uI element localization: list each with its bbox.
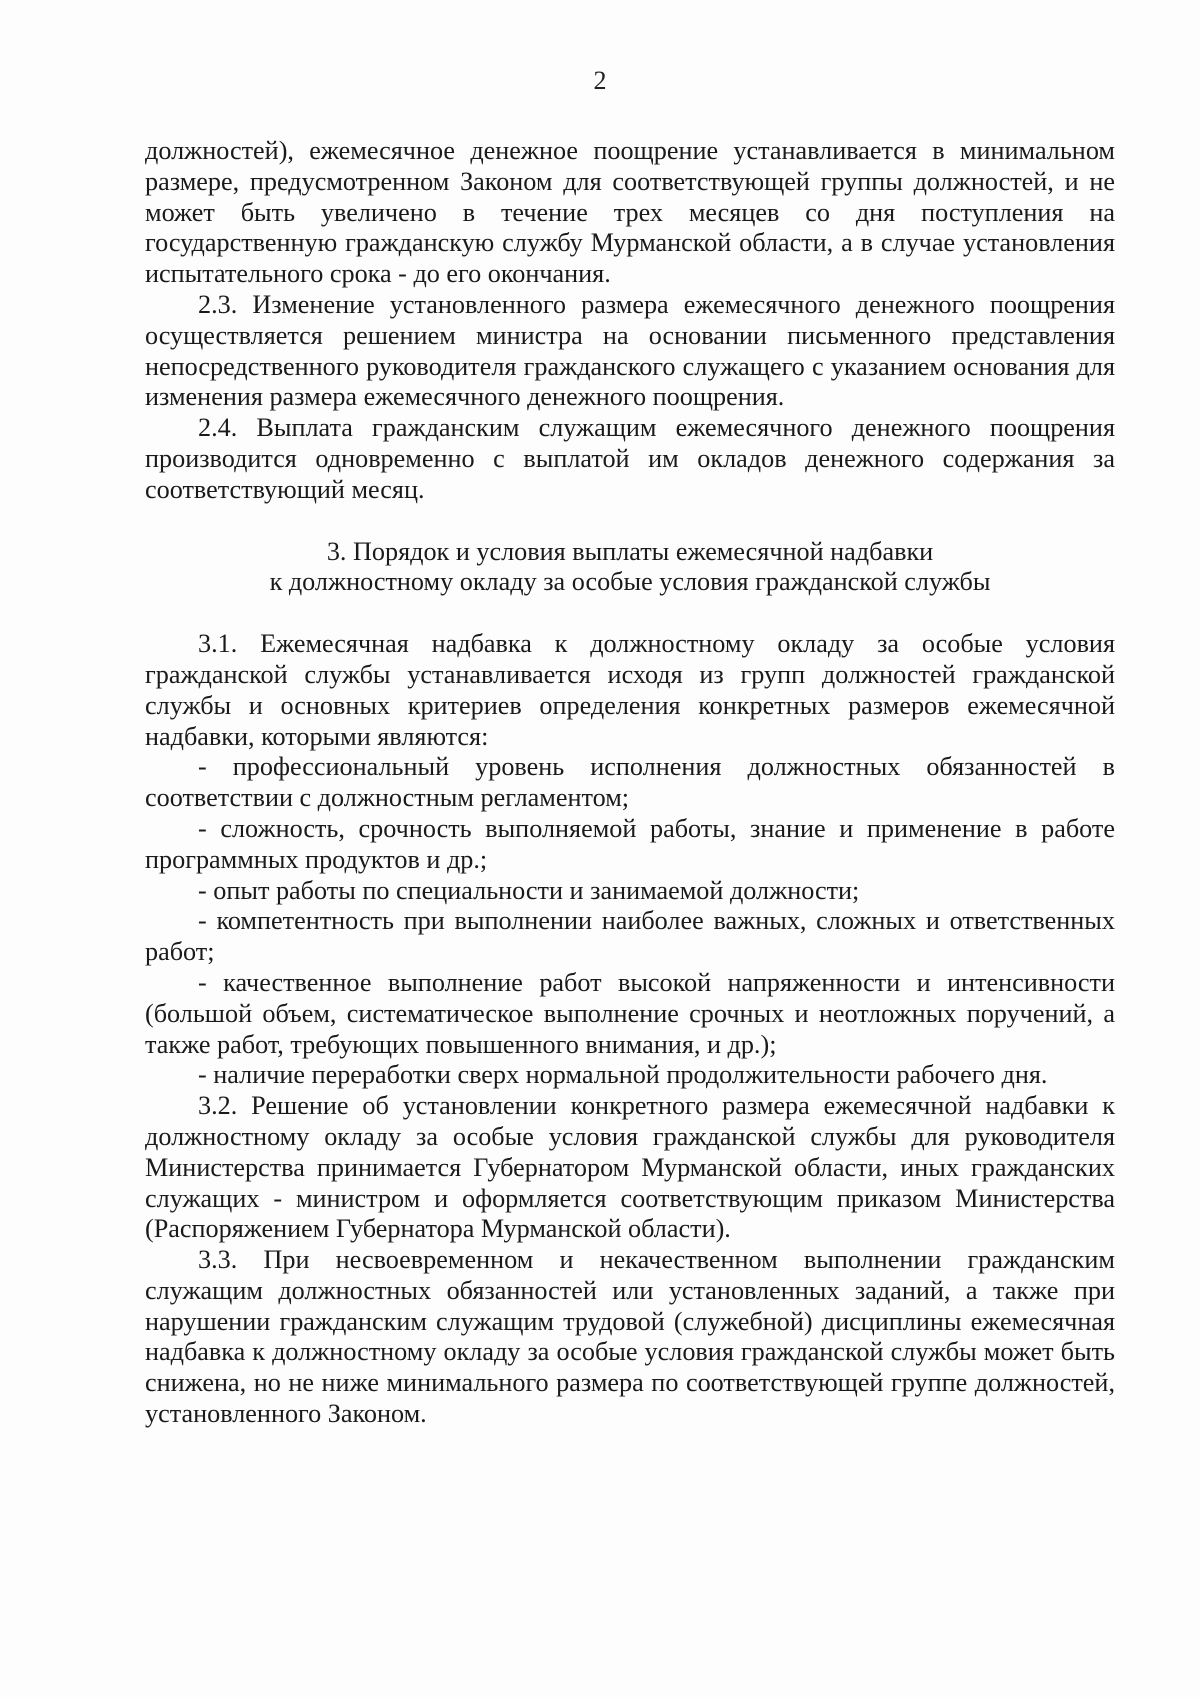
criteria-item-1: - профессиональный уровень исполнения должностных обязанностей в соответствии с должностным регламентом; (145, 752, 1115, 813)
paragraph-2-4: 2.4. Выплата гражданским служащим ежемесячного денежного поощрения производится одновременно с выплатой им окладов денежного содержания за соответствующий месяц. (145, 413, 1115, 504)
criteria-item-3: - опыт работы по специальности и занимаемой должности; (198, 875, 860, 905)
criteria-item-4: - компетентность при выполнении наиболее важных, сложных и ответственных работ; (145, 906, 1115, 967)
section-3-heading-line-2: к должностному окладу за особые условия гражданской службы (269, 567, 991, 597)
paragraph-continuation: должностей), ежемесячное денежное поощрение устанавливается в минимальном размере, предусмотренном Законом для соответствующей группы должностей, и не может быть увеличено в течение трех месяцев со дня поступления на государственную гражданскую службу Мурманской области, а в случае установления испытательного срока - до его окончания. (145, 136, 1115, 289)
criteria-item-6: - наличие переработки сверх нормальной продолжительности рабочего дня. (198, 1060, 1048, 1090)
page-number: 2 (593, 66, 607, 95)
paragraph-3-2: 3.2. Решение об установлении конкретного размера ежемесячной надбавки к должностному окладу за особые условия гражданской службы для руководителя Министерства принимается Губернатором Мурманской области, иных гражданских служащих - министром и оформляется соответствующим приказом Министерства (Распоряжением Губернатора Мурманской области). (145, 1091, 1115, 1244)
paragraph-3-1: 3.1. Ежемесячная надбавка к должностному окладу за особые условия гражданской службы устанавливается исходя из групп должностей гражданской службы и основных критериев определения конкретных размеров ежемесячной надбавки, которыми являются: (145, 629, 1115, 751)
paragraph-3-3: 3.3. При несвоевременном и некачественном выполнении гражданским служащим должностных обязанностей или установленных заданий, а также при нарушении гражданским служащим трудовой (служебной) дисциплины ежемесячная надбавка к должностному окладу за особые условия гражданской службы может быть снижена, но не ниже минимального размера по соответствующей группе должностей, установленного Законом. (145, 1245, 1115, 1429)
criteria-item-2: - сложность, срочность выполняемой работы, знание и применение в работе программных продуктов и др.; (145, 813, 1115, 874)
paragraph-2-3: 2.3. Изменение установленного размера ежемесячного денежного поощрения осуществляется решением министра на основании письменного представления непосредственного руководителя гражданского служащего с указанием основания для изменения размера ежемесячного денежного поощрения. (145, 289, 1115, 412)
document-body (145, 136, 1115, 1430)
criteria-item-5: - качественное выполнение работ высокой напряженности и интенсивности (большой объем, систематическое выполнение срочных и неотложных поручений, а также работ, требующих повышенного внимания, и др.); (145, 967, 1115, 1059)
section-3-heading (145, 537, 1115, 599)
section-3-heading-line-1: 3. Порядок и условия выплаты ежемесячной надбавки (326, 536, 934, 566)
